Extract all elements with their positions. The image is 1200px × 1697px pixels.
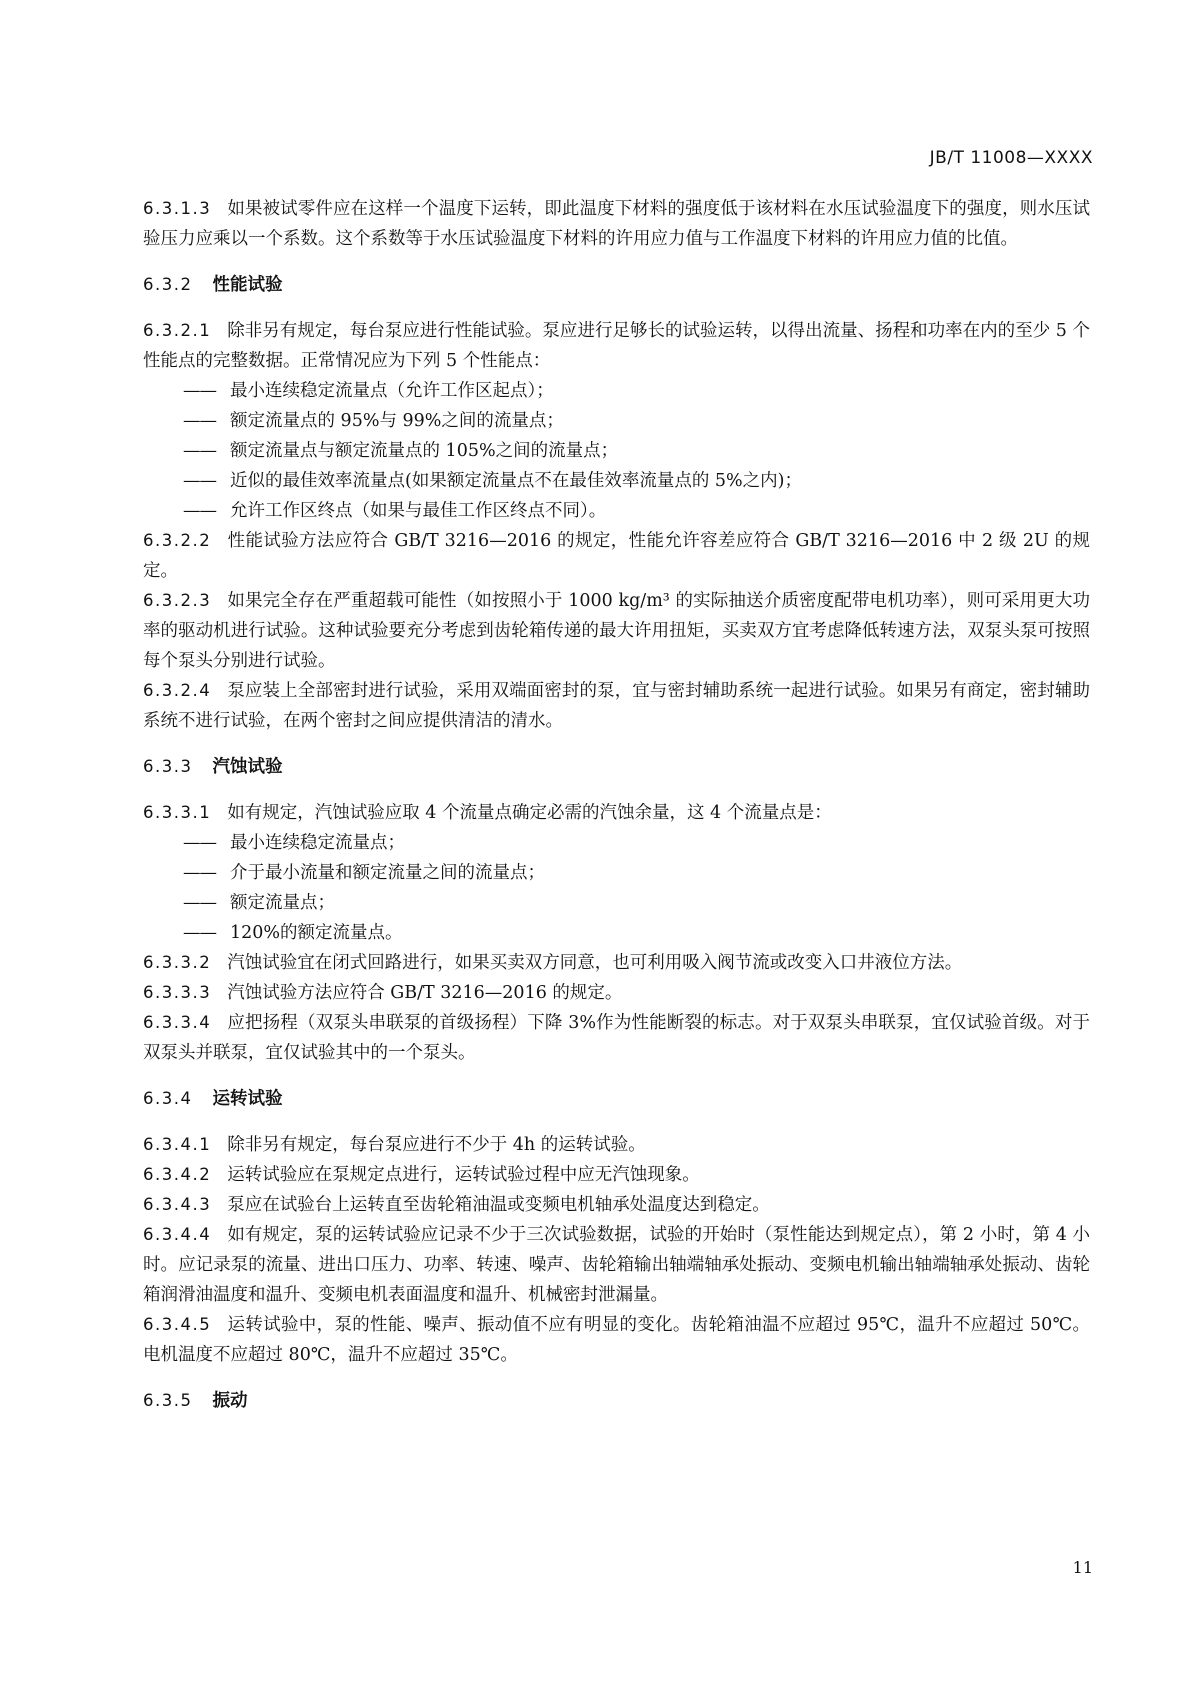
clause-text: 如果被试零件应在这样一个温度下运转，即此温度下材料的强度低于该材料在水压试验温度下的强度，则水压试验压力应乘以一个系数。这个系数等于水压试验温度下材料的许用应力值与工作温度下材料的许用应力值的比值。 <box>143 199 1090 249</box>
section-title: 汽蚀试验 <box>212 757 283 777</box>
section-heading-6-3-5 <box>143 1386 1090 1416</box>
list-item-text: 120%的额定流量点。 <box>230 923 403 943</box>
dash-marker: —— <box>183 471 216 491</box>
clause-text: 泵应装上全部密封进行试验，采用双端面密封的泵，宜与密封辅助系统一起进行试验。如果另有商定，密封辅助系统不进行试验，在两个密封之间应提供清洁的清水。 <box>143 681 1090 731</box>
dash-marker: —— <box>183 863 216 883</box>
clause-6-3-4-5 <box>143 1310 1090 1370</box>
list-item <box>143 376 1090 406</box>
clause-text: 除非另有规定，每台泵应进行性能试验。泵应进行足够长的试验运转，以得出流量、扬程和功率在内的至少 5 个性能点的完整数据。正常情况应为下列 5 个性能点： <box>143 321 1090 371</box>
list-item-text: 额定流量点与额定流量点的 105%之间的流量点； <box>230 441 619 461</box>
section-heading-6-3-2 <box>143 270 1090 300</box>
clause-number: 6.3.3.1 <box>143 803 212 822</box>
list-item <box>143 888 1090 918</box>
list-item-text: 近似的最佳效率流量点(如果额定流量点不在最佳效率流量点的 5%之内)； <box>230 471 802 491</box>
clause-number: 6.3.4.4 <box>143 1225 212 1244</box>
clause-6-3-2-2 <box>143 526 1090 586</box>
clause-6-3-3-3 <box>143 978 1090 1008</box>
section-number: 6.3.4 <box>143 1089 193 1108</box>
clause-6-3-4-4 <box>143 1220 1090 1310</box>
list-item <box>143 436 1090 466</box>
list-item-text: 额定流量点； <box>230 893 335 913</box>
document-code: JB/T 11008—XXXX <box>929 148 1093 168</box>
clause-number: 6.3.2.3 <box>143 591 212 610</box>
section-title: 性能试验 <box>212 275 283 295</box>
document-body <box>143 194 1090 1432</box>
clause-6-3-3-2 <box>143 948 1090 978</box>
clause-number: 6.3.3.4 <box>143 1013 212 1032</box>
clause-6-3-4-3 <box>143 1190 1090 1220</box>
dash-marker: —— <box>183 893 216 913</box>
clause-number: 6.3.4.1 <box>143 1135 212 1154</box>
clause-6-3-2-1 <box>143 316 1090 376</box>
clause-6-3-4-2 <box>143 1160 1090 1190</box>
list-item <box>143 918 1090 948</box>
list-item <box>143 406 1090 436</box>
list-item-text: 额定流量点的 95%与 99%之间的流量点； <box>230 411 564 431</box>
dash-marker: —— <box>183 833 216 853</box>
clause-text: 泵应在试验台上运转直至齿轮箱油温或变频电机轴承处温度达到稳定。 <box>227 1195 770 1215</box>
clause-6-3-3-4 <box>143 1008 1090 1068</box>
clause-6-3-1-3 <box>143 194 1090 254</box>
list-item <box>143 496 1090 526</box>
dash-marker: —— <box>183 501 216 521</box>
clause-text: 除非另有规定，每台泵应进行不少于 4h 的运转试验。 <box>227 1135 646 1155</box>
section-number: 6.3.3 <box>143 757 193 776</box>
clause-number: 6.3.2.2 <box>143 531 212 550</box>
list-item-text: 最小连续稳定流量点（允许工作区起点）； <box>230 381 554 401</box>
section-heading-6-3-4 <box>143 1084 1090 1114</box>
clause-text: 如有规定，汽蚀试验应取 4 个流量点确定必需的汽蚀余量，这 4 个流量点是： <box>227 803 832 823</box>
clause-number: 6.3.3.2 <box>143 953 212 972</box>
clause-text: 如有规定，泵的运转试验应记录不少于三次试验数据，试验的开始时（泵性能达到规定点），第 2 小时，第 4 小时。应记录泵的流量、进出口压力、功率、转速、噪声、齿轮箱输出轴端轴承处振动、变频电机输出轴端轴承处振动、齿轮箱润滑油温度和温升、变频电机表面温度和温升、机械密封泄漏量。 <box>143 1225 1090 1305</box>
clause-text: 运转试验中，泵的性能、噪声、振动值不应有明显的变化。齿轮箱油温不应超过 95℃，温升不应超过 50℃。电机温度不应超过 80℃，温升不应超过 35℃。 <box>143 1315 1090 1365</box>
dash-marker: —— <box>183 381 216 401</box>
clause-text: 如果完全存在严重超载可能性（如按照小于 1000 kg/m³ 的实际抽送介质密度配带电机功率），则可采用更大功率的驱动机进行试验。这种试验要充分考虑到齿轮箱传递的最大许用扭矩，买卖双方宜考虑降低转速方法，双泵头泵可按照每个泵头分别进行试验。 <box>143 591 1090 671</box>
clause-number: 6.3.1.3 <box>143 199 212 218</box>
clause-number: 6.3.4.5 <box>143 1315 212 1334</box>
list-item <box>143 858 1090 888</box>
clause-text: 汽蚀试验方法应符合 GB/T 3216—2016 的规定。 <box>227 983 623 1003</box>
clause-text: 性能试验方法应符合 GB/T 3216—2016 的规定，性能允许容差应符合 GB/T 3216—2016 中 2 级 2U 的规定。 <box>143 531 1090 581</box>
list-item-text: 最小连续稳定流量点； <box>230 833 405 853</box>
dash-marker: —— <box>183 923 216 943</box>
clause-number: 6.3.2.4 <box>143 681 212 700</box>
list-item <box>143 828 1090 858</box>
list-item <box>143 466 1090 496</box>
section-title: 运转试验 <box>212 1089 283 1109</box>
dash-marker: —— <box>183 411 216 431</box>
clause-6-3-2-3 <box>143 586 1090 676</box>
clause-6-3-4-1 <box>143 1130 1090 1160</box>
dash-marker: —— <box>183 441 216 461</box>
section-heading-6-3-3 <box>143 752 1090 782</box>
clause-number: 6.3.2.1 <box>143 321 212 340</box>
clause-text: 运转试验应在泵规定点进行，运转试验过程中应无汽蚀现象。 <box>227 1165 700 1185</box>
clause-number: 6.3.3.3 <box>143 983 212 1002</box>
clause-text: 汽蚀试验宜在闭式回路进行，如果买卖双方同意，也可利用吸入阀节流或改变入口井液位方法。 <box>227 953 963 973</box>
section-number: 6.3.2 <box>143 275 193 294</box>
clause-number: 6.3.4.2 <box>143 1165 212 1184</box>
clause-number: 6.3.4.3 <box>143 1195 212 1214</box>
clause-text: 应把扬程（双泵头串联泵的首级扬程）下降 3%作为性能断裂的标志。对于双泵头串联泵，宜仅试验首级。对于双泵头并联泵，宜仅试验其中的一个泵头。 <box>143 1013 1090 1063</box>
section-title: 振动 <box>212 1391 248 1411</box>
list-item-text: 介于最小流量和额定流量之间的流量点； <box>230 863 545 883</box>
section-number: 6.3.5 <box>143 1391 193 1410</box>
list-item-text: 允许工作区终点（如果与最佳工作区终点不同）。 <box>230 501 607 521</box>
clause-6-3-2-4 <box>143 676 1090 736</box>
clause-6-3-3-1 <box>143 798 1090 828</box>
page-number: 11 <box>1072 1558 1093 1577</box>
